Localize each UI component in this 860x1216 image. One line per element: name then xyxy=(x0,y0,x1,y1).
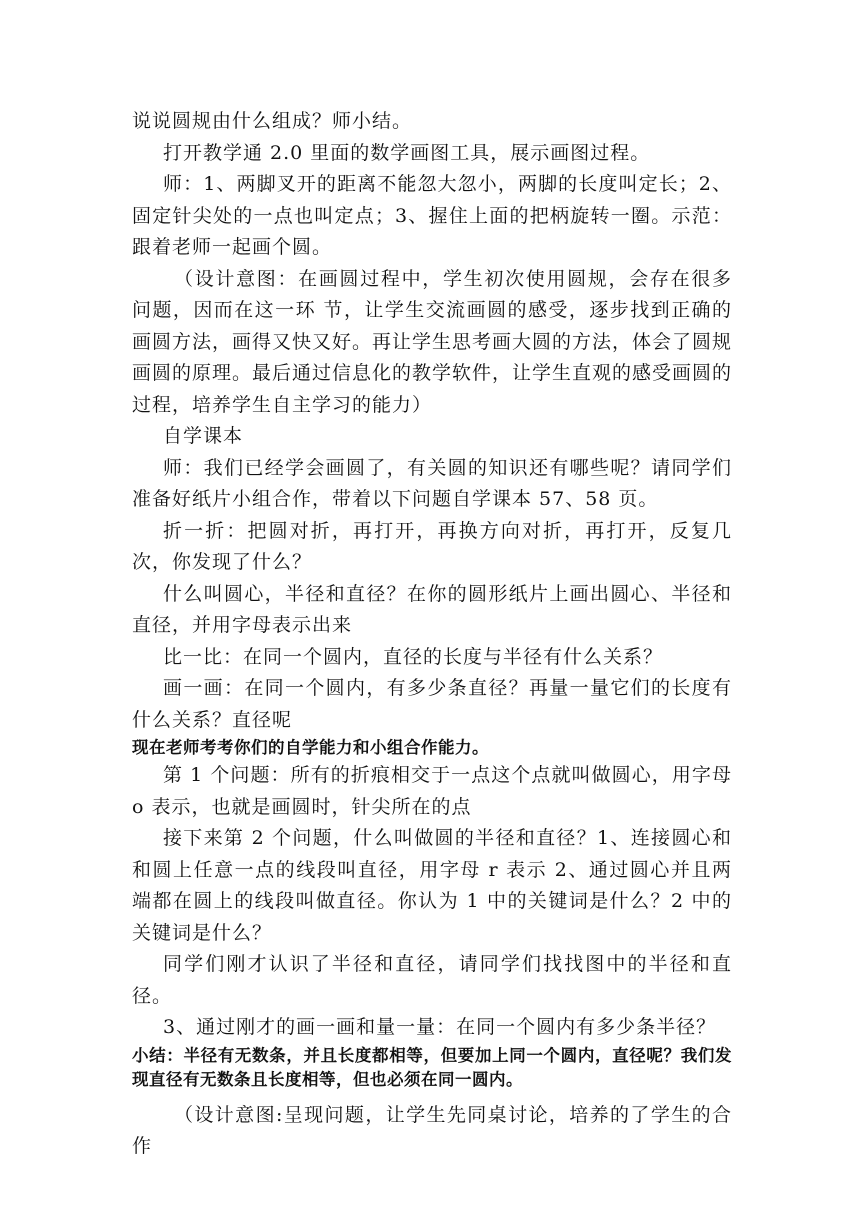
paragraph-bold-summary: 小结：半径有无数条，并且长度都相等，但要加上同一个圆内，直径呢？我们发现直径有无数条且长度相等，但也必须在同一圆内。 xyxy=(132,1045,732,1089)
paragraph-find-radius: 同学们刚才认识了半径和直径，请同学们找找图中的半径和直径。 xyxy=(132,953,732,1007)
paragraph-fold-task: 折一折：把圆对折，再打开，再换方向对折，再打开，反复几次，你发现了什么？ xyxy=(132,519,732,573)
paragraph-draw-task: 画一画：在同一个圆内，有多少条直径？再量一量它们的长度有什么关系？直径呢 xyxy=(132,677,732,731)
paragraph-bold-check: 现在老师考考你们的自学能力和小组合作能力。 xyxy=(132,738,489,757)
paragraph-compare-task: 比一比：在同一个圆内，直径的长度与半径有什么关系？ xyxy=(163,645,664,668)
paragraph-compass-question: 说说圆规由什么组成？师小结。 xyxy=(132,110,413,132)
paragraph-design-intent-1: （设计意图：在画圆过程中，学生初次使用圆规，会存在很多问题，因而在这一环 节，让学生交流画圆的感受，逐步找到正确的画圆方法，画得又快又好。再让学生思考画大圆的方法，体会了圆规画圆的原理。最后通过信息化的教学软件，让学生直观的感受画圆的过程，培养学生自主学习的能力） xyxy=(132,267,733,416)
paragraph-teacher-intro: 师：我们已经学会画圆了，有关圆的知识还有哪些呢？请同学们准备好纸片小组合作，带着以下问题自学课本 57、58 页。 xyxy=(132,456,732,510)
document-body xyxy=(132,106,732,1163)
paragraph-design-intent-2: （设计意图:呈现问题，让学生先同桌讨论，培养的了学生的合作 xyxy=(132,1103,732,1157)
paragraph-self-study-heading: 自学课本 xyxy=(163,425,244,447)
paragraph-question-2: 接下来第 2 个问题，什么叫做圆的半径和直径？1、连接圆心和和圆上任意一点的线段叫直径，用字母 r 表示 2、通过圆心并且两端都在圆上的线段叫做直径。你认为 1 中的关键词是什么？2 中的关键词是什么？ xyxy=(132,827,732,944)
paragraph-drawing-tool: 打开教学通 2.0 里面的数学画图工具，展示画图过程。 xyxy=(163,141,651,164)
paragraph-definition-task: 什么叫圆心，半径和直径？在你的圆形纸片上画出圆心、半径和直径，并用字母表示出来 xyxy=(132,582,732,636)
paragraph-teacher-steps: 师：1、两脚叉开的距离不能忽大忽小，两脚的长度叫定长；2、固定针尖处的一点也叫定点；3、握住上面的把柄旋转一圈。示范：跟着老师一起画个圆。 xyxy=(132,173,732,258)
paragraph-count-radius: 3、通过刚才的画一画和量一量：在同一个圆内有多少条半径？ xyxy=(163,1016,717,1038)
paragraph-question-1: 第 1 个问题：所有的折痕相交于一点这个点就叫做圆心，用字母 o 表示，也就是画圆时，针尖所在的点 xyxy=(132,764,732,818)
